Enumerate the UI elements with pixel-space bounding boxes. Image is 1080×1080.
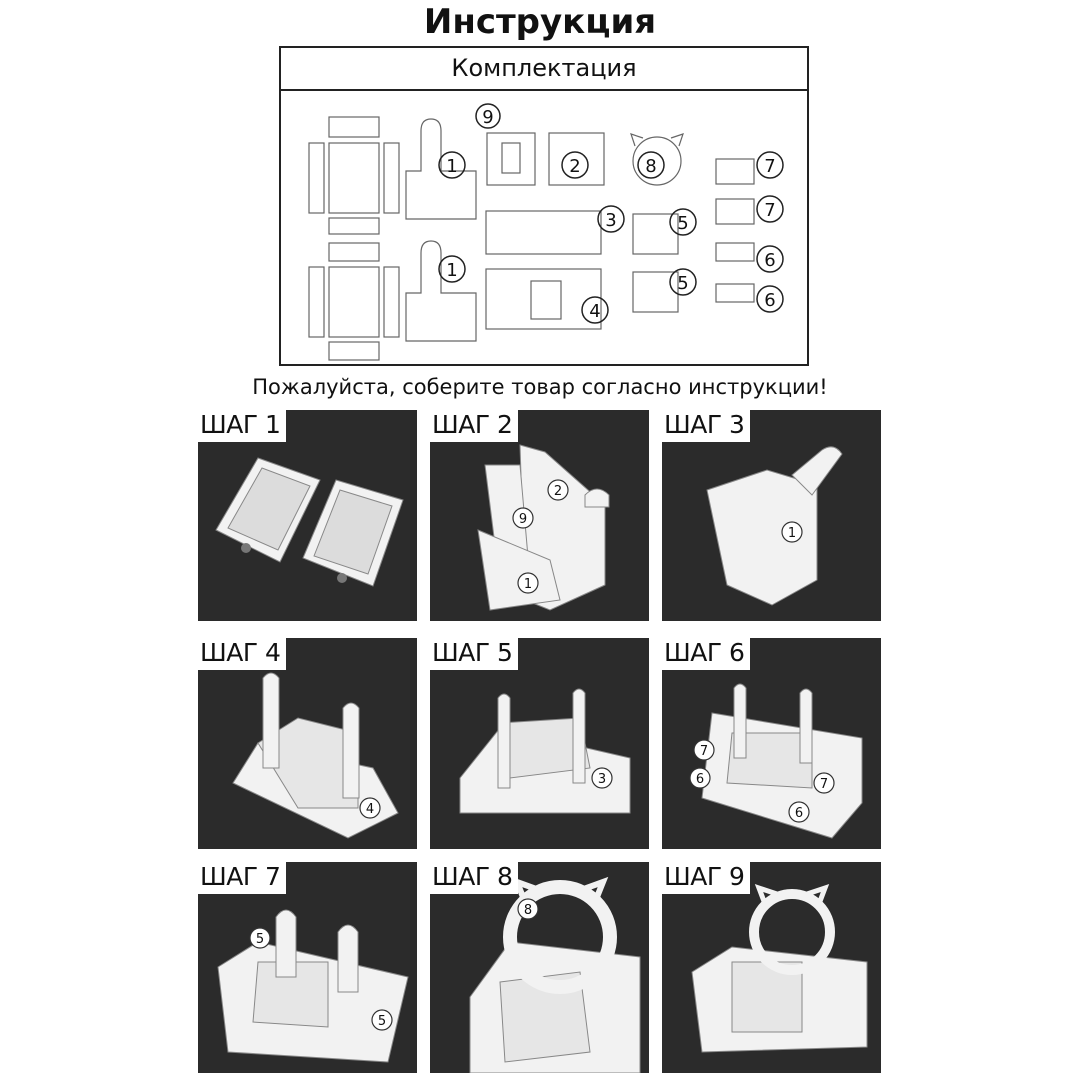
step-2-label: ШАГ 2 — [430, 410, 518, 442]
part-label-6a: 6 — [764, 250, 776, 271]
step-2-callout-1: 1 — [523, 577, 533, 592]
step-1-label: ШАГ 1 — [198, 410, 286, 442]
step-7-callout-5a: 5 — [255, 932, 265, 947]
step-5-label: ШАГ 5 — [430, 638, 518, 670]
step-8-panel — [430, 862, 649, 1073]
part-label-7a: 7 — [764, 156, 776, 177]
step-2-panel — [430, 410, 649, 621]
step-3-panel — [662, 410, 881, 621]
part-label-8: 8 — [645, 156, 657, 177]
part-label-7b: 7 — [764, 200, 776, 221]
parts-layout-diagram — [281, 91, 807, 364]
step-3-callout-1: 1 — [787, 526, 797, 541]
part-label-2: 2 — [569, 156, 581, 177]
part-label-1b: 1 — [446, 260, 458, 281]
step-2-callout-2: 2 — [553, 484, 563, 499]
step-5-panel — [430, 638, 649, 849]
step-1-panel — [198, 410, 417, 621]
step-3-label: ШАГ 3 — [662, 410, 750, 442]
kit-contents-box — [279, 46, 809, 366]
part-label-6b: 6 — [764, 290, 776, 311]
step-6-callout-7b: 7 — [819, 777, 829, 792]
part-label-4: 4 — [589, 301, 601, 322]
kit-contents-heading: Комплектация — [281, 48, 807, 91]
step-6-label: ШАГ 6 — [662, 638, 750, 670]
step-6-panel — [662, 638, 881, 849]
part-label-5b: 5 — [677, 273, 689, 294]
step-7-label: ШАГ 7 — [198, 862, 286, 894]
step-6-callout-6a: 6 — [695, 772, 705, 787]
part-label-1a: 1 — [446, 156, 458, 177]
page-title: Инструкция — [423, 2, 657, 42]
step-9-panel — [662, 862, 881, 1073]
step-7-callout-5b: 5 — [377, 1014, 387, 1029]
step-6-callout-6b: 6 — [794, 806, 804, 821]
step-7-panel — [198, 862, 417, 1073]
step-5-callout-3: 3 — [597, 772, 607, 787]
part-label-9: 9 — [482, 107, 494, 128]
part-label-3: 3 — [605, 210, 617, 231]
step-4-callout-4: 4 — [365, 802, 375, 817]
step-9-label: ШАГ 9 — [662, 862, 750, 894]
part-label-5a: 5 — [677, 213, 689, 234]
assembly-note: Пожалуйста, соберите товар согласно инструкции! — [252, 375, 828, 399]
step-4-label: ШАГ 4 — [198, 638, 286, 670]
step-8-label: ШАГ 8 — [430, 862, 518, 894]
step-2-callout-9: 9 — [518, 512, 528, 527]
step-8-callout-8: 8 — [523, 903, 533, 918]
step-6-callout-7a: 7 — [699, 744, 709, 759]
step-4-panel — [198, 638, 417, 849]
